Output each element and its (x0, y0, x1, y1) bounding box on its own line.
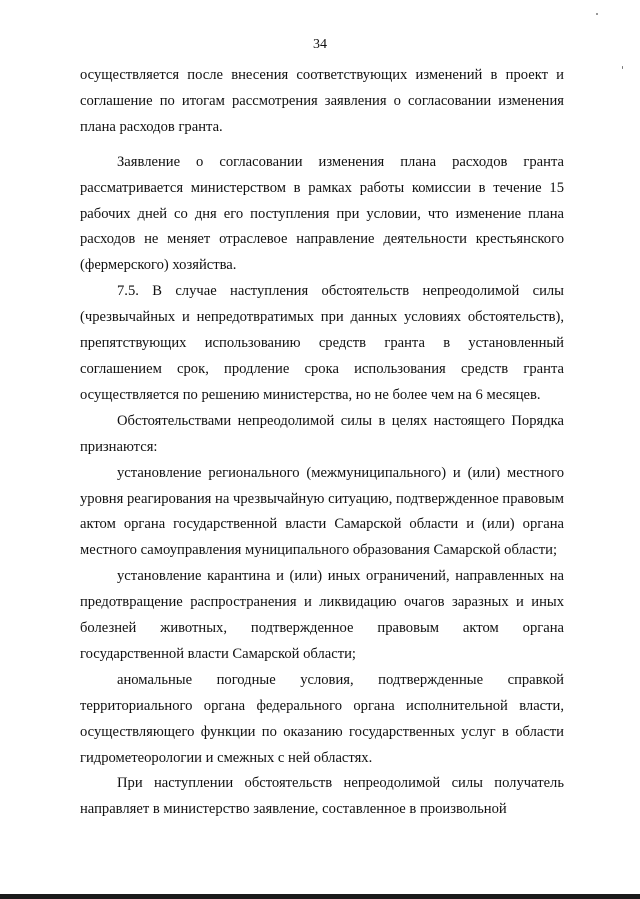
list-item-anomalous-weather: аномальные погодные условия, подтвержденные справкой территориального органа федерального органа исполнительной власти, осуществляющего функции по оказанию государственных услуг в области гидрометеорологии и смежных с ней областях. (80, 671, 564, 766)
list-item-emergency-response: установление регионального (межмуниципального) и (или) местного уровня реагирования на чрезвычайную ситуацию, подтвержденное правовым актом органа государственной власти Самарской области и (или) органа местного самоуправления муниципального образования Самарской области; (80, 464, 564, 559)
page-number: 34 (313, 37, 327, 52)
list-item-quarantine: установление карантина и (или) иных ограничений, направленных на предотвращение распространения и ликвидацию очагов заразных и иных болезней животных, подтвержденное правовым актом органа государственной власти Самарской области; (80, 568, 564, 662)
paragraph-continuation: осуществляется после внесения соответствующих изменений в проект и соглашение по итогам рассмотрения заявления о согласовании изменения плана расходов гранта. (80, 67, 564, 135)
scan-speck (622, 66, 623, 69)
paragraph-recipient-application: При наступлении обстоятельств непреодолимой силы получатель направляет в министерство заявление, составленное в произвольной (80, 775, 564, 818)
scan-speck (596, 13, 598, 15)
paragraph-application-review: Заявление о согласовании изменения плана расходов гранта рассматривается министерством в рамках работы комиссии в течение 15 рабочих дней со дня его поступления при условии, что изменение плана расходов не меняет отраслевое направление деятельности крестьянского (фермерского) хозяйства. (80, 153, 564, 274)
paragraph-7-5-force-majeure: 7.5. В случае наступления обстоятельств непреодолимой силы (чрезвычайных и непредотвратимых при данных условиях обстоятельств), препятствующих использованию средств гранта в установленный соглашением срок, продление срока использования средств гранта осуществляется по решению министерства, но не более чем на 6 месяцев. (80, 283, 564, 403)
document-body (80, 63, 564, 823)
scan-bottom-edge (0, 894, 640, 899)
paragraph-force-majeure-definition: Обстоятельствами непреодолимой силы в целях настоящего Порядка признаются: (80, 412, 564, 455)
